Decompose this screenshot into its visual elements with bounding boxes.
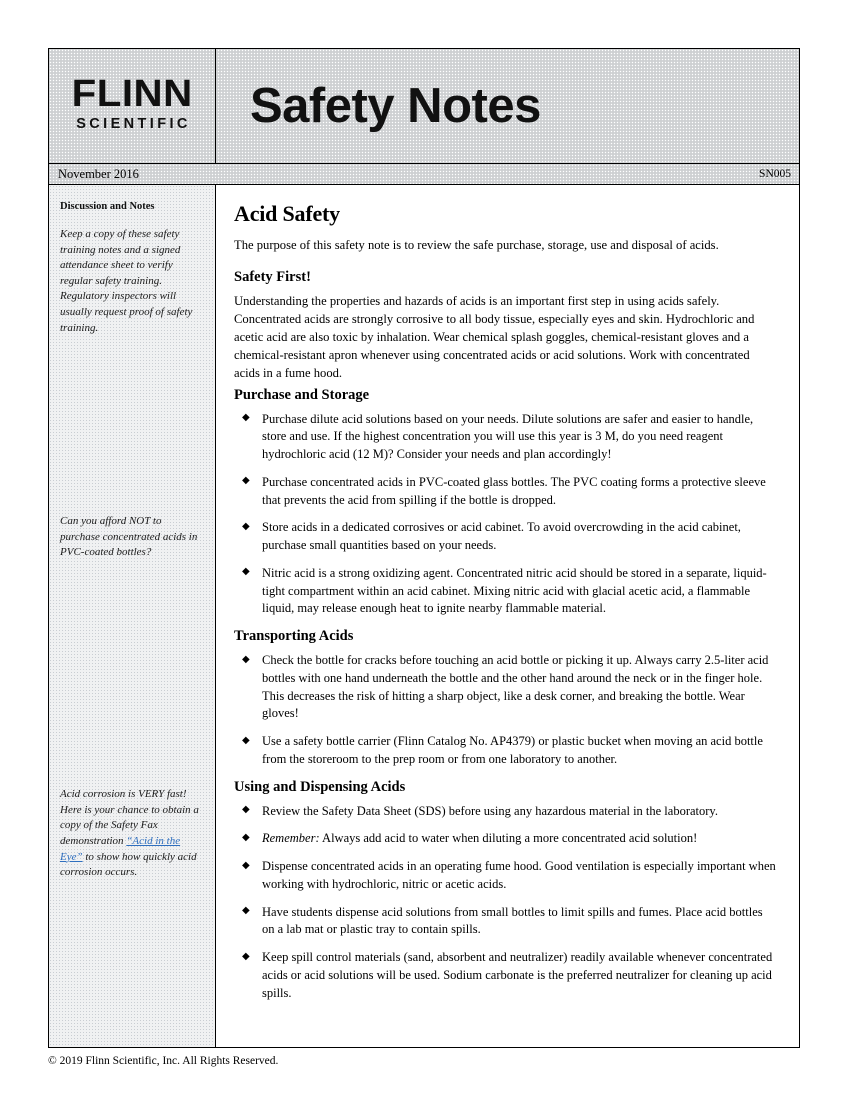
list-item-text: Nitric acid is a strong oxidizing agent. Concentrated nitric acid should be stored in a separate, liquid-tight compartment within an acid cabinet. Mixing nitric acid with glacial acetic acid, a flammable liquid, may release enough heat to ignite nearby flammable material.: [262, 565, 767, 616]
list-item-text: Review the Safety Data Sheet (SDS) before using any hazardous material in the laboratory.: [262, 803, 718, 818]
diamond-bullet-icon: ◆: [242, 804, 250, 816]
list-item-text: Have students dispense acid solutions from small bottles to limit spills and fumes. Place acid bottles on a lab mat or plastic tray to contain spills.: [262, 904, 763, 937]
diamond-bullet-icon: ◆: [242, 566, 250, 578]
bullet-list-purchase-storage: [234, 411, 777, 619]
logo-wordmark-flinn: FLINN: [71, 73, 193, 116]
list-item-text: Always add acid to water when diluting a more concentrated acid solution!: [319, 831, 698, 846]
list-item-text: Purchase concentrated acids in PVC-coated glass bottles. The PVC coating forms a protective sleeve that prevents the acid from spilling if the bottle is dropped.: [262, 474, 766, 507]
section-heading-safety-first: Safety First!: [234, 269, 311, 286]
sidebar-note-3-after: to show how quickly acid corrosion occurs.: [60, 850, 197, 879]
sidebar-note-2: Can you afford NOT to purchase concentrated acids in PVC-coated bottles?: [60, 515, 198, 559]
section-paragraph-safety-first: Understanding the properties and hazards of acids is an important first step in using acids safely. Concentrated acids are strongly corrosive to all body tissue, especially eyes and skin. Hydrochloric and acetic acid are also toxic by inhalation. Wear chemical splash goggles, chemical-resistant gloves and a chemical-resistant apron whenever using concentrated acids or acid solutions. Work with concentrated acids in a fume hood.: [234, 294, 755, 380]
sidebar-note-3-before: Acid corrosion is VERY fast! Here is your chance to obtain a copy of the Safety Fax demonstration: [60, 788, 199, 847]
remember-label: Remember:: [262, 831, 320, 846]
flinn-logo: [49, 49, 216, 163]
diamond-bullet-icon: ◆: [242, 412, 250, 424]
list-item: [234, 858, 777, 894]
page-title: Safety Notes: [250, 79, 541, 133]
sidebar-note-1: Keep a copy of these safety training notes and a signed attendance sheet to verify regular safety training. Regulatory inspectors will usually request proof of safety training.: [60, 228, 193, 334]
diamond-bullet-icon: ◆: [242, 831, 250, 843]
acid-in-the-eye-link[interactable]: “Acid in the Eye”: [60, 834, 181, 863]
bullet-list-using-dispensing-acids: [234, 803, 777, 1003]
diamond-bullet-icon: ◆: [242, 859, 250, 871]
list-item-text: Keep spill control materials (sand, absorbent and neutralizer) readily available whenever concentrated acids or acid solutions will be used. Sodium carbonate is the preferred neutralizer for cleaning up acid spills.: [262, 950, 773, 1000]
section-heading-using-dispensing-acids: Using and Dispensing Acids: [234, 778, 406, 795]
list-item: [234, 803, 777, 821]
diamond-bullet-icon: ◆: [242, 475, 250, 487]
diamond-bullet-icon: ◆: [242, 950, 250, 962]
bullet-list-transporting-acids: [234, 652, 777, 769]
body-columns: [49, 185, 799, 1047]
list-item: [234, 652, 777, 723]
list-item: [234, 949, 777, 1002]
section-heading-purchase-storage: Purchase and Storage: [234, 386, 370, 403]
list-item-text: Purchase dilute acid solutions based on your needs. Dilute solutions are safer and easier to handle, store and use. If the highest concentration you will use this year is 3 M, do you need reagent hydrochloric acid (12 M)? Consider your needs and plan accordingly!: [262, 411, 754, 462]
list-item: [234, 519, 777, 555]
issue-date: November 2016: [58, 166, 139, 181]
list-item-text: Use a safety bottle carrier (Flinn Catalog No. AP4379) or plastic bucket when moving an acid bottle from the storeroom to the prep room or from one laboratory to another.: [262, 734, 763, 766]
sidebar-heading: Discussion and Notes: [60, 201, 155, 212]
list-item: [234, 733, 777, 769]
logo-wordmark-scientific: SCIENTIFIC: [76, 115, 191, 132]
diamond-bullet-icon: ◆: [242, 520, 250, 532]
list-item: [234, 565, 777, 618]
list-item-text: Check the bottle for cracks before touching an acid bottle or picking it up. Always carry 2.5-liter acid bottles with one hand underneath the bottle and the other hand around the neck or in the finger hole. This decreases the risk of hitting a sharp object, like a desk corner, and breaking the bottle. Wear gloves!: [262, 653, 769, 721]
masthead-title-area: [216, 49, 799, 163]
sidebar-note-3: [60, 787, 204, 881]
list-item: [234, 830, 777, 848]
sidebar: [49, 185, 216, 1047]
date-bar: [49, 164, 799, 185]
article-title: Acid Safety: [234, 201, 340, 226]
masthead: [49, 49, 799, 164]
article-lede: The purpose of this safety note is to review the safe purchase, storage, use and disposal of acids.: [234, 238, 719, 252]
list-item-text: Store acids in a dedicated corrosives or acid cabinet. To avoid overcrowding in the acid cabinet, purchase small quantities based on your needs.: [262, 520, 741, 553]
issue-number: SN005: [759, 168, 791, 180]
diamond-bullet-icon: ◆: [242, 905, 250, 917]
section-heading-transporting-acids: Transporting Acids: [234, 628, 354, 645]
footer-copyright: © 2019 Flinn Scientific, Inc. All Rights Reserved.: [48, 1055, 279, 1067]
list-item: [234, 474, 777, 510]
diamond-bullet-icon: ◆: [242, 653, 250, 665]
list-item-text: Dispense concentrated acids in an operating fume hood. Good ventilation is especially important when working with hydrochloric, nitric or acetic acids.: [262, 859, 776, 891]
document-page: [48, 48, 800, 1048]
list-item: [234, 411, 777, 464]
main-content: [216, 185, 799, 1047]
list-item: [234, 904, 777, 940]
diamond-bullet-icon: ◆: [242, 734, 250, 746]
